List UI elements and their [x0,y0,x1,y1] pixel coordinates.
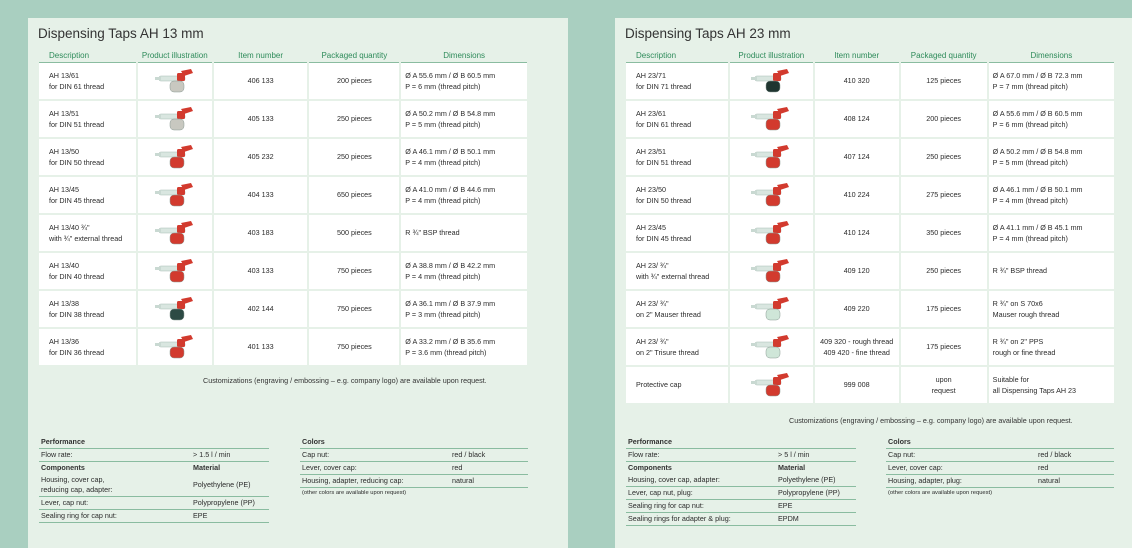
item-number-cell: 408 124 [814,100,900,138]
dimensions-cell: Ø A 50.2 mm / Ø B 54.8 mm P = 5 mm (thread pitch) [988,138,1115,176]
dimensions-cell: Ø A 46.1 mm / Ø B 50.1 mm P = 4 mm (thread pitch) [400,138,528,176]
description-cell: AH 23/61 for DIN 61 thread [626,100,729,138]
illustration-cell [729,290,814,328]
description-cell: AH 13/50 for DIN 50 thread [39,138,137,176]
right-page [615,18,1132,548]
flow-rate-row: Flow rate: > 5 l / min [626,449,856,462]
color-row: Cap nut: red / black [886,449,1114,462]
illustration-cell [729,214,814,252]
illustration-cell [137,290,213,328]
quantity-cell: 250 pieces [308,100,400,138]
illustration-cell [137,138,213,176]
dispensing-tap-icon [749,371,793,399]
description-cell: Protective cap [626,366,729,404]
left-page [28,18,568,548]
item-number-cell: 999 008 [814,366,900,404]
quantity-cell: 200 pieces [900,100,988,138]
color-row: Housing, adapter, plug: natural [886,475,1114,488]
dimensions-cell: Ø A 55.6 mm / Ø B 60.5 mm P = 6 mm (thread pitch) [400,63,528,101]
dispensing-tap-icon [749,219,793,247]
illustration-cell [137,252,213,290]
table-header-row [626,48,1115,63]
item-number-cell: 410 124 [814,214,900,252]
product-table [626,48,1116,405]
description-cell: AH 13/61 for DIN 61 thread [39,63,137,101]
quantity-cell: 175 pieces [900,290,988,328]
flow-rate-row: Flow rate: > 1.5 l / min [39,449,269,462]
dimensions-cell: R ¾" on 2" PPS rough or fine thread [988,328,1115,366]
dispensing-tap-icon [749,105,793,133]
product-table [39,48,529,367]
dispensing-tap-icon [153,143,197,171]
description-cell: AH 23/ ¾" with ¾" external thread [626,252,729,290]
dimensions-cell: Ø A 33.2 mm / Ø B 35.6 mm P = 3.6 mm (thread pitch) [400,328,528,366]
illustration-cell [729,176,814,214]
header-dimensions: Dimensions [443,50,486,60]
header-description: Description [49,50,90,60]
customization-note: Customizations (engraving / embossing – e.g. company logo) are available upon request. [789,416,1073,425]
table-row [626,214,1115,252]
table-row [626,176,1115,214]
quantity-cell: 650 pieces [308,176,400,214]
color-row: Lever, cover cap: red [300,462,528,475]
illustration-cell [137,328,213,366]
header-dimensions: Dimensions [1030,50,1073,60]
table-row [39,63,528,101]
dispensing-tap-icon [153,333,197,361]
component-row: Housing, cover cap, adapter: Polyethylene (PE) [626,474,856,487]
header-item-number: Item number [238,50,284,60]
description-cell: AH 13/36 for DIN 36 thread [39,328,137,366]
component-row: Lever, cap nut, plug: Polypropylene (PP) [626,487,856,500]
table-row [626,366,1115,404]
component-row: Lever, cap nut: Polypropylene (PP) [39,497,269,510]
dispensing-tap-icon [749,181,793,209]
quantity-cell: 500 pieces [308,214,400,252]
dimensions-cell: Suitable for all Dispensing Taps AH 23 [988,366,1115,404]
dispensing-tap-icon [153,219,197,247]
item-number-cell: 405 133 [213,100,309,138]
quantity-cell: 250 pieces [900,138,988,176]
item-number-cell: 403 133 [213,252,309,290]
component-row: Housing, cover cap, reducing cap, adapter: Polyethylene (PE) [39,474,269,497]
description-cell: AH 23/50 for DIN 50 thread [626,176,729,214]
page-title: Dispensing Taps AH 13 mm [38,26,204,41]
dimensions-cell: Ø A 38.8 mm / Ø B 42.2 mm P = 4 mm (thread pitch) [400,252,528,290]
illustration-cell [729,100,814,138]
table-row [626,290,1115,328]
header-illustration: Product illustration [141,50,208,60]
table-row [39,138,528,176]
quantity-cell: 750 pieces [308,328,400,366]
quantity-cell: 750 pieces [308,252,400,290]
table-row [39,176,528,214]
dispensing-tap-icon [153,67,197,95]
color-row: Lever, cover cap: red [886,462,1114,475]
colors-note: (other colors are available upon request) [888,490,993,496]
description-cell: AH 13/40 for DIN 40 thread [39,252,137,290]
table-row [626,252,1115,290]
quantity-cell: 750 pieces [308,290,400,328]
dimensions-cell: Ø A 41.1 mm / Ø B 45.1 mm P = 4 mm (thread pitch) [988,214,1115,252]
components-header: Components Material [628,463,806,472]
header-description: Description [636,50,677,60]
quantity-cell: 175 pieces [900,328,988,366]
dispensing-tap-icon [749,257,793,285]
table-row [39,328,528,366]
dispensing-tap-icon [153,257,197,285]
quantity-cell: 275 pieces [900,176,988,214]
dispensing-tap-icon [153,181,197,209]
item-number-cell: 406 133 [213,63,309,101]
color-row: Housing, adapter, reducing cap: natural [300,475,528,488]
description-cell: AH 23/45 for DIN 45 thread [626,214,729,252]
table-header-row [39,48,528,63]
component-row: Sealing ring for cap nut: EPE [626,500,856,513]
item-number-cell: 409 220 [814,290,900,328]
item-number-cell: 401 133 [213,328,309,366]
table-row [39,214,528,252]
description-cell: AH 23/51 for DIN 51 thread [626,138,729,176]
dimensions-cell: Ø A 41.0 mm / Ø B 44.6 mm P = 4 mm (thread pitch) [400,176,528,214]
table-row [626,63,1115,101]
header-illustration: Product illustration [738,50,805,60]
description-cell: AH 23/ ¾" on 2" Mauser thread [626,290,729,328]
quantity-cell: 200 pieces [308,63,400,101]
performance-header: Performance [39,436,269,449]
table-row [39,290,528,328]
table-row [626,100,1115,138]
dimensions-cell: Ø A 50.2 mm / Ø B 54.8 mm P = 5 mm (thread pitch) [400,100,528,138]
dispensing-tap-icon [749,143,793,171]
colors-section [300,436,528,496]
page-title: Dispensing Taps AH 23 mm [625,26,791,41]
item-number-cell: 409 320 - rough thread 409 420 - fine thread [814,328,900,366]
description-cell: AH 13/40 ¾" with ¾" external thread [39,214,137,252]
dimensions-cell: Ø A 36.1 mm / Ø B 37.9 mm P = 3 mm (thread pitch) [400,290,528,328]
description-cell: AH 13/51 for DIN 51 thread [39,100,137,138]
table-row [39,252,528,290]
components-header: Components Material [41,463,221,472]
dispensing-tap-icon [749,333,793,361]
header-quantity: Packaged quantity [321,50,388,60]
item-number-cell: 402 144 [213,290,309,328]
quantity-cell: 350 pieces [900,214,988,252]
table-row [626,138,1115,176]
colors-note: (other colors are available upon request) [302,490,407,496]
quantity-cell: 125 pieces [900,63,988,101]
illustration-cell [729,328,814,366]
dimensions-cell: R ¾" BSP thread [400,214,528,252]
illustration-cell [729,366,814,404]
dispensing-tap-icon [153,105,197,133]
quantity-cell: upon request [900,366,988,404]
dimensions-cell: Ø A 55.6 mm / Ø B 60.5 mm P = 6 mm (thread pitch) [988,100,1115,138]
illustration-cell [729,252,814,290]
header-quantity: Packaged quantity [910,50,977,60]
table-row [626,328,1115,366]
item-number-cell: 407 124 [814,138,900,176]
performance-components [39,436,269,523]
performance-components [626,436,856,526]
description-cell: AH 13/45 for DIN 45 thread [39,176,137,214]
item-number-cell: 410 320 [814,63,900,101]
quantity-cell: 250 pieces [308,138,400,176]
component-row: Sealing rings for adapter & plug: EPDM [626,513,856,526]
dimensions-cell: R ¾" on S 70x6 Mauser rough thread [988,290,1115,328]
illustration-cell [729,63,814,101]
item-number-cell: 404 133 [213,176,309,214]
item-number-cell: 403 183 [213,214,309,252]
illustration-cell [137,63,213,101]
quantity-cell: 250 pieces [900,252,988,290]
color-row: Cap nut: red / black [300,449,528,462]
customization-note: Customizations (engraving / embossing – e.g. company logo) are available upon request. [203,376,487,385]
description-cell: AH 23/71 for DIN 71 thread [626,63,729,101]
table-row [39,100,528,138]
performance-header: Performance [626,436,856,449]
colors-header: Colors [886,436,1114,449]
illustration-cell [137,100,213,138]
component-row: Sealing ring for cap nut: EPE [39,510,269,523]
dimensions-cell: R ¾" BSP thread [988,252,1115,290]
illustration-cell [137,214,213,252]
colors-section [886,436,1114,496]
dispensing-tap-icon [749,295,793,323]
item-number-cell: 410 224 [814,176,900,214]
description-cell: AH 13/38 for DIN 38 thread [39,290,137,328]
dispensing-tap-icon [749,67,793,95]
description-cell: AH 23/ ¾" on 2" Trisure thread [626,328,729,366]
dimensions-cell: Ø A 67.0 mm / Ø B 72.3 mm P = 7 mm (thread pitch) [988,63,1115,101]
dispensing-tap-icon [153,295,197,323]
header-item-number: Item number [834,50,880,60]
item-number-cell: 409 120 [814,252,900,290]
illustration-cell [137,176,213,214]
dimensions-cell: Ø A 46.1 mm / Ø B 50.1 mm P = 4 mm (thread pitch) [988,176,1115,214]
illustration-cell [729,138,814,176]
colors-header: Colors [300,436,528,449]
item-number-cell: 405 232 [213,138,309,176]
